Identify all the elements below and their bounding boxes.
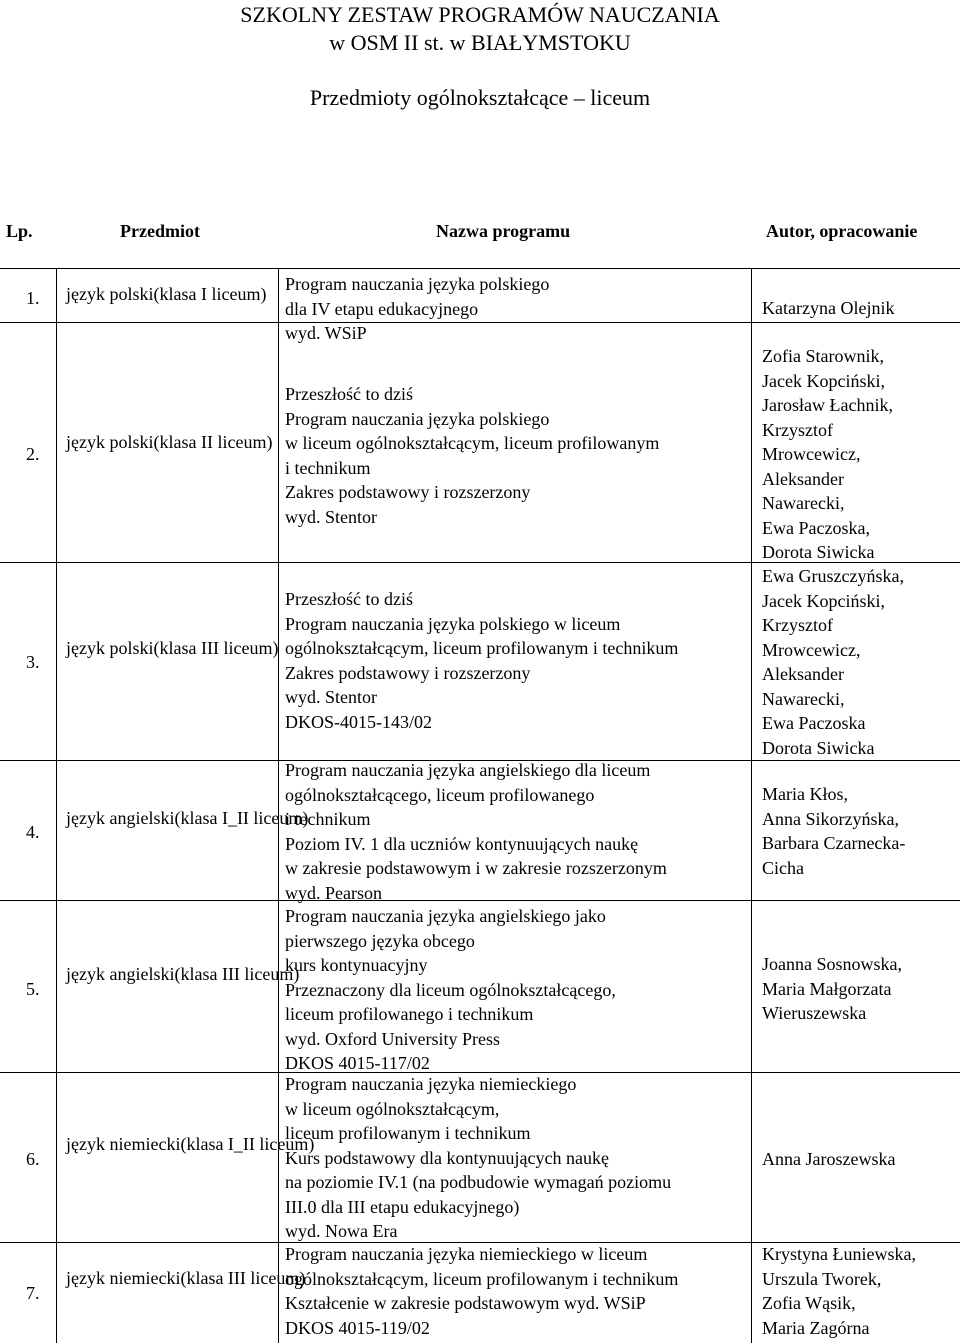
program-line: III.0 dla III etapu edukacyjnego) <box>285 1196 520 1217</box>
subject-cell <box>66 806 308 830</box>
author-line: Wieruszewska <box>762 1003 867 1023</box>
column-header-author: Autor, opracowanie <box>766 221 918 241</box>
subject-line: (klasa II liceum) <box>153 432 273 452</box>
subject-line: język polski <box>66 638 154 658</box>
author-cell <box>762 1242 916 1340</box>
program-line: w zakresie podstawowym i w zakresie rozszerzonym <box>285 858 667 878</box>
author-line: Jarosław Łachnik, <box>762 395 893 415</box>
author-cell <box>762 1147 895 1172</box>
subject-line: (klasa I_II liceum) <box>180 1134 315 1154</box>
column-divider-program <box>751 268 752 1343</box>
author-line: Anna Jaroszewska <box>762 1149 896 1169</box>
program-line: i technikum <box>285 809 371 829</box>
author-line: Jacek Kopciński, <box>762 370 885 391</box>
program-line: liceum profilowanym i technikum <box>285 1123 531 1143</box>
subject-line: język niemiecki <box>66 1134 181 1154</box>
program-line: Przeznaczony dla liceum ogólnokształcącego, <box>285 979 616 1000</box>
author-cell <box>762 952 902 1026</box>
program-line: DKOS-4015-143/02 <box>285 711 432 732</box>
document-title: SZKOLNY ZESTAW PROGRAMÓW NAUCZANIA <box>240 2 720 27</box>
column-header-subject: Przedmiot <box>120 221 200 241</box>
row-number: 1. <box>26 288 40 308</box>
program-line: Zakres podstawowy i rozszerzony <box>285 482 531 502</box>
program-line: DKOS 4015-117/02 <box>285 1053 430 1073</box>
program-line: Poziom IV. 1 dla uczniów kontynuujących naukę <box>285 833 639 854</box>
author-line: Maria Zagórna <box>762 1317 870 1338</box>
program-cell <box>285 1072 671 1244</box>
author-line: Mrowcewicz, <box>762 639 861 660</box>
program-cell <box>285 904 616 1076</box>
program-cell <box>285 382 659 529</box>
author-line: Zofia Starownik, <box>762 346 884 366</box>
program-line: wyd. WSiP <box>285 323 367 343</box>
author-cell <box>762 296 894 321</box>
document-subtitle: Przedmioty ogólnokształcące – liceum <box>309 85 651 110</box>
author-line: Dorota Siwicka <box>762 737 875 758</box>
program-line: pierwszego języka obcego <box>285 930 475 951</box>
program-line: Program nauczania języka polskiego w liceum <box>285 613 621 634</box>
program-line: ogólnokształcącym, liceum profilowanym i technikum <box>285 1268 679 1289</box>
author-line: Barbara Czarnecka- <box>762 833 906 853</box>
program-cell <box>285 272 549 346</box>
author-line: Ewa Paczoska, <box>762 517 870 538</box>
row-number: 6. <box>26 1149 40 1169</box>
author-line: Nawarecki, <box>762 688 845 709</box>
author-line: Krzysztof <box>762 615 833 635</box>
author-line: Urszula Tworek, <box>762 1268 882 1289</box>
row-separator-line <box>0 562 960 563</box>
author-line: Maria Małgorzata <box>762 978 892 999</box>
program-line: Program nauczania języka niemieckiego w liceum <box>285 1244 648 1264</box>
column-header-lp: Lp. <box>6 221 33 241</box>
row-number: 2. <box>26 444 40 464</box>
author-cell <box>762 564 904 760</box>
program-line: Program nauczania języka polskiego <box>285 408 550 429</box>
author-line: Ewa Paczoska <box>762 713 866 733</box>
author-cell <box>762 344 893 565</box>
subject-line: język polski <box>66 284 154 304</box>
subject-line: (klasa I_II liceum) <box>174 808 309 828</box>
author-line: Anna Sikorzyńska, <box>762 808 899 829</box>
author-cell <box>762 782 905 880</box>
row-number: 3. <box>26 652 40 672</box>
author-line: Dorota Siwicka <box>762 542 875 562</box>
row-separator-line <box>0 900 960 901</box>
column-header-program: Nazwa programu <box>436 221 571 241</box>
program-line: kurs kontynuacyjny <box>285 955 428 975</box>
program-cell <box>285 587 678 734</box>
program-line: wyd. Stentor <box>285 506 377 527</box>
subject-cell <box>66 1132 314 1156</box>
subject-cell <box>66 1266 305 1290</box>
author-line: Ewa Gruszczyńska, <box>762 566 904 586</box>
program-line: wyd. Pearson <box>285 882 382 903</box>
program-line: ogólnokształcącego, liceum profilowanego <box>285 784 595 805</box>
program-line: Zakres podstawowy i rozszerzony <box>285 662 531 683</box>
subject-line: (klasa III liceum) <box>153 638 279 658</box>
subject-line: język niemiecki <box>66 1268 181 1288</box>
program-line: Kształcenie w zakresie podstawowym wyd. WSiP <box>285 1293 646 1313</box>
subject-line: język polski <box>66 432 154 452</box>
subject-line: (klasa I liceum) <box>153 284 267 304</box>
program-line: Program nauczania języka niemieckiego <box>285 1074 577 1094</box>
program-line: Przeszłość to dziś <box>285 384 413 404</box>
program-line: w liceum ogólnokształcącym, liceum profilowanym <box>285 433 660 453</box>
author-line: Mrowcewicz, <box>762 444 861 464</box>
author-line: Aleksander <box>762 664 844 684</box>
author-line: Aleksander <box>762 468 844 489</box>
program-cell <box>285 1242 678 1340</box>
program-line: ogólnokształcącym, liceum profilowanym i technikum <box>285 638 679 658</box>
subject-line: język angielski <box>66 808 175 828</box>
column-divider-lp <box>56 268 57 1343</box>
author-line: Krzysztof <box>762 419 833 440</box>
program-line: Program nauczania języka polskiego <box>285 274 550 294</box>
program-line: Kurs podstawowy dla kontynuujących naukę <box>285 1147 609 1168</box>
author-line: Zofia Wąsik, <box>762 1293 856 1313</box>
row-number: 4. <box>26 822 40 842</box>
subject-cell <box>66 636 278 660</box>
program-line: Program nauczania języka angielskiego dla liceum <box>285 760 651 780</box>
author-line: Jacek Kopciński, <box>762 590 885 611</box>
author-line: Cicha <box>762 857 804 878</box>
program-line: wyd. Nowa Era <box>285 1221 398 1241</box>
subject-cell <box>66 430 272 454</box>
author-line: Krystyna Łuniewska, <box>762 1244 916 1264</box>
program-line: Przeszłość to dziś <box>285 589 413 609</box>
author-line: Katarzyna Olejnik <box>762 298 895 318</box>
row-number: 7. <box>26 1283 40 1303</box>
row-separator-line <box>0 322 960 323</box>
author-line: Maria Kłos, <box>762 784 848 804</box>
subject-cell <box>66 282 266 306</box>
program-line: w liceum ogólnokształcącym, <box>285 1098 500 1119</box>
subject-line: (klasa III liceum) <box>174 964 300 984</box>
program-cell <box>285 758 667 905</box>
subject-cell <box>66 962 299 986</box>
document-title-school: w OSM II st. w BIAŁYMSTOKU <box>329 30 631 55</box>
program-line: Program nauczania języka angielskiego jako <box>285 906 606 926</box>
subject-line: język angielski <box>66 964 175 984</box>
header-separator-line <box>0 268 960 269</box>
program-line: liceum profilowanego i technikum <box>285 1004 534 1024</box>
program-line: dla IV etapu edukacyjnego <box>285 298 479 319</box>
author-line: Joanna Sosnowska, <box>762 954 902 974</box>
program-line: i technikum <box>285 457 371 478</box>
author-line: Nawarecki, <box>762 493 845 513</box>
program-line: na poziomie IV.1 (na podbudowie wymagań poziomu <box>285 1172 672 1192</box>
program-line: wyd. Oxford University Press <box>285 1028 500 1049</box>
program-line: DKOS 4015-119/02 <box>285 1317 430 1338</box>
program-line: wyd. Stentor <box>285 687 377 707</box>
row-number: 5. <box>26 979 40 999</box>
subject-line: (klasa III liceum) <box>180 1268 306 1288</box>
